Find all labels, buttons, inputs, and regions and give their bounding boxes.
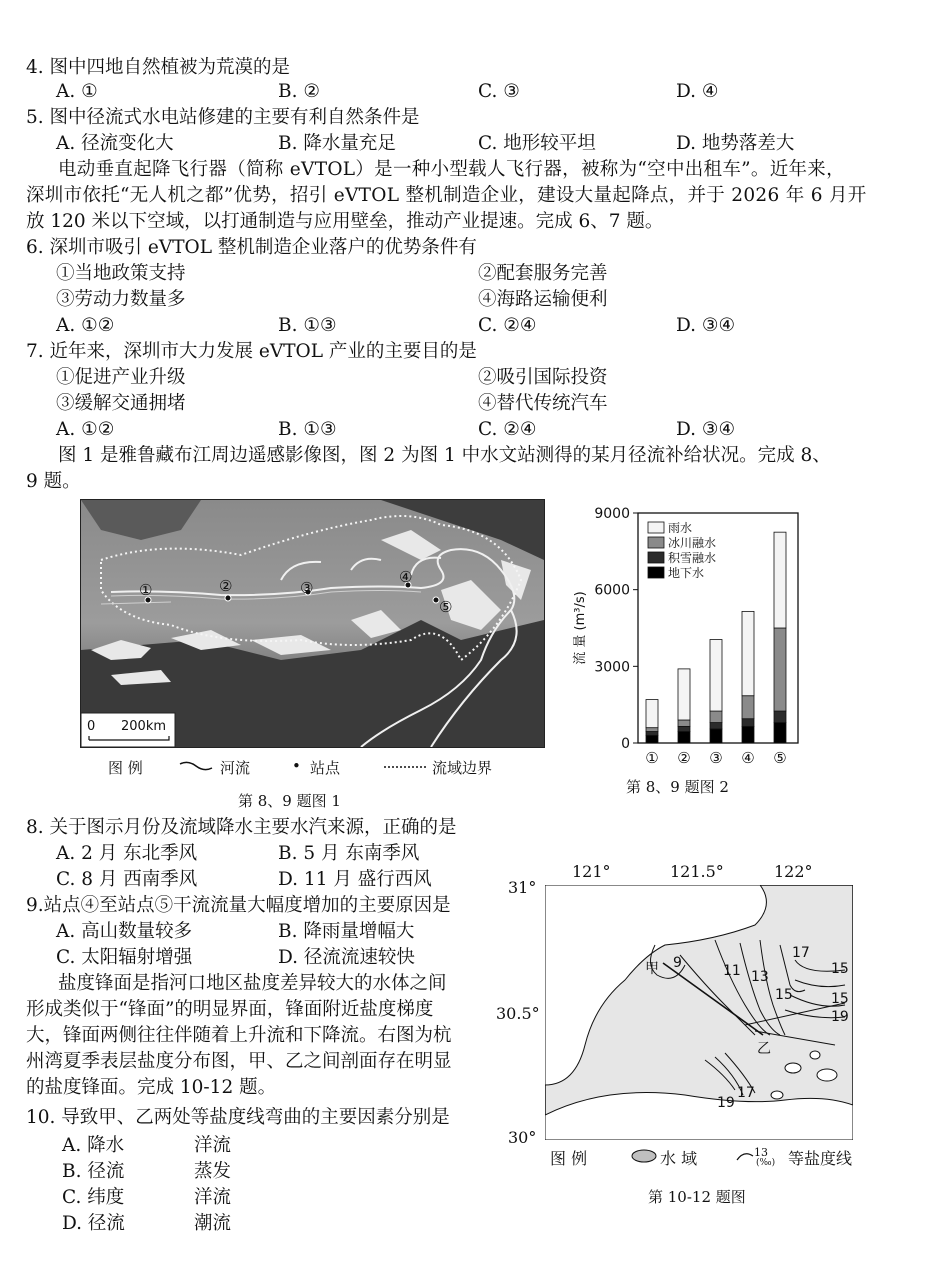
q6-item-2: ②配套服务完善 bbox=[478, 263, 608, 284]
q6-option-b: B. ①③ bbox=[278, 315, 337, 336]
station-legend-icon: • bbox=[292, 757, 301, 775]
iso-15-a: 15 bbox=[831, 961, 849, 977]
legend-swatch bbox=[648, 537, 664, 548]
bar-segment bbox=[742, 719, 754, 727]
q9-option-d: D. 径流流速较快 bbox=[278, 947, 415, 968]
lat-31: 31° bbox=[508, 878, 537, 897]
iso-17-top: 17 bbox=[792, 945, 810, 961]
intro89-line2: 9 题。 bbox=[26, 471, 81, 492]
legend-station-label: 站点 bbox=[310, 759, 341, 777]
q10-option-a-1: A. 降水 bbox=[62, 1135, 125, 1156]
q5-option-a: A. 径流变化大 bbox=[56, 133, 174, 154]
lat-30: 30° bbox=[508, 1128, 537, 1147]
legend-iso-unit: (‰) bbox=[756, 1158, 776, 1168]
q6-stem: 6. 深圳市吸引 eVTOL 整机制造企业落户的优势条件有 bbox=[26, 237, 477, 258]
q4-option-c: C. ③ bbox=[478, 81, 520, 102]
satellite-image bbox=[80, 499, 545, 748]
legend-swatch bbox=[648, 567, 664, 578]
q5-option-c: C. 地形较平坦 bbox=[478, 133, 596, 154]
bar-segment bbox=[646, 700, 658, 728]
lon-122: 122° bbox=[774, 862, 813, 881]
bar-segment bbox=[646, 735, 658, 743]
q8-option-d: D. 11 月 盛行西风 bbox=[278, 869, 432, 890]
y-tick-label: 6000 bbox=[594, 582, 630, 599]
lon-121: 121° bbox=[572, 862, 611, 881]
bar-segment bbox=[710, 640, 722, 712]
q10-option-c-1: C. 纬度 bbox=[62, 1187, 125, 1208]
q9-option-a: A. 高山数量较多 bbox=[56, 921, 193, 942]
bar-segment bbox=[678, 732, 690, 744]
legend-boundary-label: 流域边界 bbox=[432, 759, 493, 777]
q4-stem: 4. 图中四地自然植被为荒漠的是 bbox=[26, 57, 291, 78]
q6-item-3: ③劳动力数量多 bbox=[56, 289, 186, 310]
station-label-1: ① bbox=[139, 581, 153, 599]
q6-option-a: A. ①② bbox=[56, 315, 115, 336]
map-legend-title: 图 例 bbox=[550, 1149, 588, 1168]
x-tick-label: ④ bbox=[741, 749, 755, 767]
legend-iso-value: 13 bbox=[754, 1146, 768, 1159]
bar-segment bbox=[678, 726, 690, 731]
q4-option-d: D. ④ bbox=[676, 81, 719, 102]
q10-stem: 10. 导致甲、乙两处等盐度线弯曲的主要因素分别是 bbox=[26, 1107, 450, 1128]
bar-segment bbox=[678, 669, 690, 720]
iso-19-bottom: 19 bbox=[717, 1095, 735, 1111]
label-jia: 甲 bbox=[645, 961, 659, 977]
q7-option-c: C. ②④ bbox=[478, 419, 537, 440]
q7-item-4: ④替代传统汽车 bbox=[478, 393, 608, 414]
iso-17-bottom: 17 bbox=[737, 1085, 755, 1101]
q10-option-d-2: 潮流 bbox=[194, 1213, 232, 1234]
station-label-5: ⑤ bbox=[439, 598, 453, 616]
intro67-line1: 电动垂直起降飞行器（简称 eVTOL）是一种小型载人飞行器，被称为“空中出租车”。近年来， bbox=[58, 159, 845, 180]
q7-item-1: ①促进产业升级 bbox=[56, 367, 186, 388]
intro1012-line2: 形成类似于“锋面”的明显界面，锋面附近盐度梯度 bbox=[26, 999, 434, 1020]
q6-item-1: ①当地政策支持 bbox=[56, 263, 186, 284]
q6-option-d: D. ③④ bbox=[676, 315, 736, 336]
isohaline-legend-icon bbox=[736, 1150, 754, 1162]
legend-label: 冰川融水 bbox=[668, 536, 717, 550]
q8-option-a: A. 2 月 东北季风 bbox=[56, 843, 198, 864]
bar-segment bbox=[710, 711, 722, 723]
water-legend-icon bbox=[630, 1148, 658, 1164]
q5-option-d: D. 地势落差大 bbox=[676, 133, 795, 154]
x-tick-label: ③ bbox=[709, 749, 723, 767]
q10-option-a-2: 洋流 bbox=[194, 1135, 232, 1156]
q5-option-b: B. 降水量充足 bbox=[278, 133, 396, 154]
fig1-caption: 第 8、9 题图 1 bbox=[238, 792, 341, 810]
x-tick-label: ① bbox=[645, 749, 659, 767]
q7-option-a: A. ①② bbox=[56, 419, 115, 440]
scale-zero: 0 bbox=[87, 719, 96, 734]
q8-option-b: B. 5 月 东南季风 bbox=[278, 843, 420, 864]
bar-segment bbox=[774, 532, 786, 628]
q7-item-3: ③缓解交通拥堵 bbox=[56, 393, 186, 414]
bar-segment bbox=[774, 711, 786, 723]
legend-label: 地下水 bbox=[668, 566, 705, 580]
intro1012-line3: 大，锋面两侧往往伴随着上升流和下降流。右图为杭 bbox=[26, 1025, 452, 1046]
q10-option-b-2: 蒸发 bbox=[194, 1161, 232, 1182]
legend-iso-label: 等盐度线 bbox=[788, 1149, 853, 1168]
q10-option-b-1: B. 径流 bbox=[62, 1161, 125, 1182]
q5-stem: 5. 图中径流式水电站修建的主要有利自然条件是 bbox=[26, 107, 420, 128]
bar-segment bbox=[678, 720, 690, 726]
intro1012-line1: 盐度锋面是指河口地区盐度差异较大的水体之间 bbox=[58, 973, 447, 994]
bar-segment bbox=[742, 726, 754, 743]
map-caption: 第 10-12 题图 bbox=[648, 1188, 746, 1206]
bar-segment bbox=[646, 732, 658, 736]
y-axis-label: 流 量 (m³/s) bbox=[573, 591, 588, 665]
q9-option-c: C. 太阳辐射增强 bbox=[56, 947, 193, 968]
x-tick-label: ⑤ bbox=[773, 749, 787, 767]
station-label-2: ② bbox=[219, 577, 233, 595]
river-legend-icon bbox=[178, 758, 214, 776]
q9-stem: 9.站点④至站点⑤干流流量大幅度增加的主要原因是 bbox=[26, 895, 451, 916]
satellite-map-svg bbox=[81, 500, 544, 747]
q7-option-b: B. ①③ bbox=[278, 419, 337, 440]
station-label-4: ④ bbox=[399, 568, 413, 586]
y-tick-label: 9000 bbox=[594, 506, 630, 522]
legend-swatch bbox=[648, 522, 664, 533]
iso-13: 13 bbox=[751, 969, 769, 985]
bar-segment bbox=[742, 696, 754, 719]
legend-label: 积雪融水 bbox=[668, 551, 717, 565]
iso-15-c: 15 bbox=[831, 991, 849, 1007]
legend-water-label: 水 域 bbox=[660, 1149, 698, 1168]
bar-segment bbox=[774, 723, 786, 743]
intro1012-line5: 的盐度锋面。完成 10-12 题。 bbox=[26, 1077, 277, 1098]
q8-stem: 8. 关于图示月份及流域降水主要水汽来源，正确的是 bbox=[26, 817, 457, 838]
q8-option-c: C. 8 月 西南季风 bbox=[56, 869, 198, 890]
boundary-legend-icon bbox=[384, 764, 428, 770]
q4-option-b: B. ② bbox=[278, 81, 320, 102]
q10-option-d-1: D. 径流 bbox=[62, 1213, 125, 1234]
fig1-legend-title: 图 例 bbox=[108, 759, 143, 777]
q6-item-4: ④海路运输便利 bbox=[478, 289, 608, 310]
scale-distance: 200km bbox=[121, 719, 167, 734]
intro1012-line4: 州湾夏季表层盐度分布图，甲、乙之间剖面存在明显 bbox=[26, 1051, 452, 1072]
bar-segment bbox=[710, 723, 722, 729]
bar-segment bbox=[646, 728, 658, 732]
bar-segment bbox=[774, 628, 786, 711]
legend-label: 雨水 bbox=[668, 521, 693, 535]
legend-river-label: 河流 bbox=[220, 759, 251, 777]
q10-option-c-2: 洋流 bbox=[194, 1187, 232, 1208]
iso-11: 11 bbox=[723, 963, 741, 979]
station-label-3: ③ bbox=[300, 579, 314, 597]
y-tick-label: 0 bbox=[621, 736, 630, 752]
q7-option-d: D. ③④ bbox=[676, 419, 736, 440]
intro67-line2: 深圳市依托“无人机之都”优势，招引 eVTOL 整机制造企业，建设大量起降点，并于 2026 年 6 月开 bbox=[26, 185, 867, 206]
q4-option-a: A. ① bbox=[56, 81, 98, 102]
iso-19-right: 19 bbox=[831, 1009, 849, 1025]
label-yi: 乙 bbox=[757, 1041, 771, 1057]
bar-segment bbox=[710, 729, 722, 743]
fig2-caption: 第 8、9 题图 2 bbox=[626, 778, 729, 796]
runoff-chart bbox=[560, 500, 810, 772]
q7-stem: 7. 近年来，深圳市大力发展 eVTOL 产业的主要目的是 bbox=[26, 341, 477, 362]
q9-option-b: B. 降雨量增幅大 bbox=[278, 921, 415, 942]
lat-305: 30.5° bbox=[496, 1004, 540, 1023]
y-tick-label: 3000 bbox=[594, 659, 630, 676]
legend-swatch bbox=[648, 552, 664, 563]
iso-15-b: 15 bbox=[775, 987, 793, 1003]
lon-1215: 121.5° bbox=[670, 862, 724, 881]
intro67-line3: 放 120 米以下空域，以打通制造与应用壁垒，推动产业提速。完成 6、7 题。 bbox=[26, 211, 664, 232]
iso-9: 9 bbox=[673, 955, 682, 971]
q7-item-2: ②吸引国际投资 bbox=[478, 367, 608, 388]
salinity-map bbox=[545, 885, 853, 1140]
x-tick-label: ② bbox=[677, 749, 691, 767]
bar-segment bbox=[742, 611, 754, 695]
q6-option-c: C. ②④ bbox=[478, 315, 537, 336]
intro89-line1: 图 1 是雅鲁藏布江周边遥感影像图，图 2 为图 1 中水文站测得的某月径流补给状况。完成 8、 bbox=[58, 445, 831, 466]
